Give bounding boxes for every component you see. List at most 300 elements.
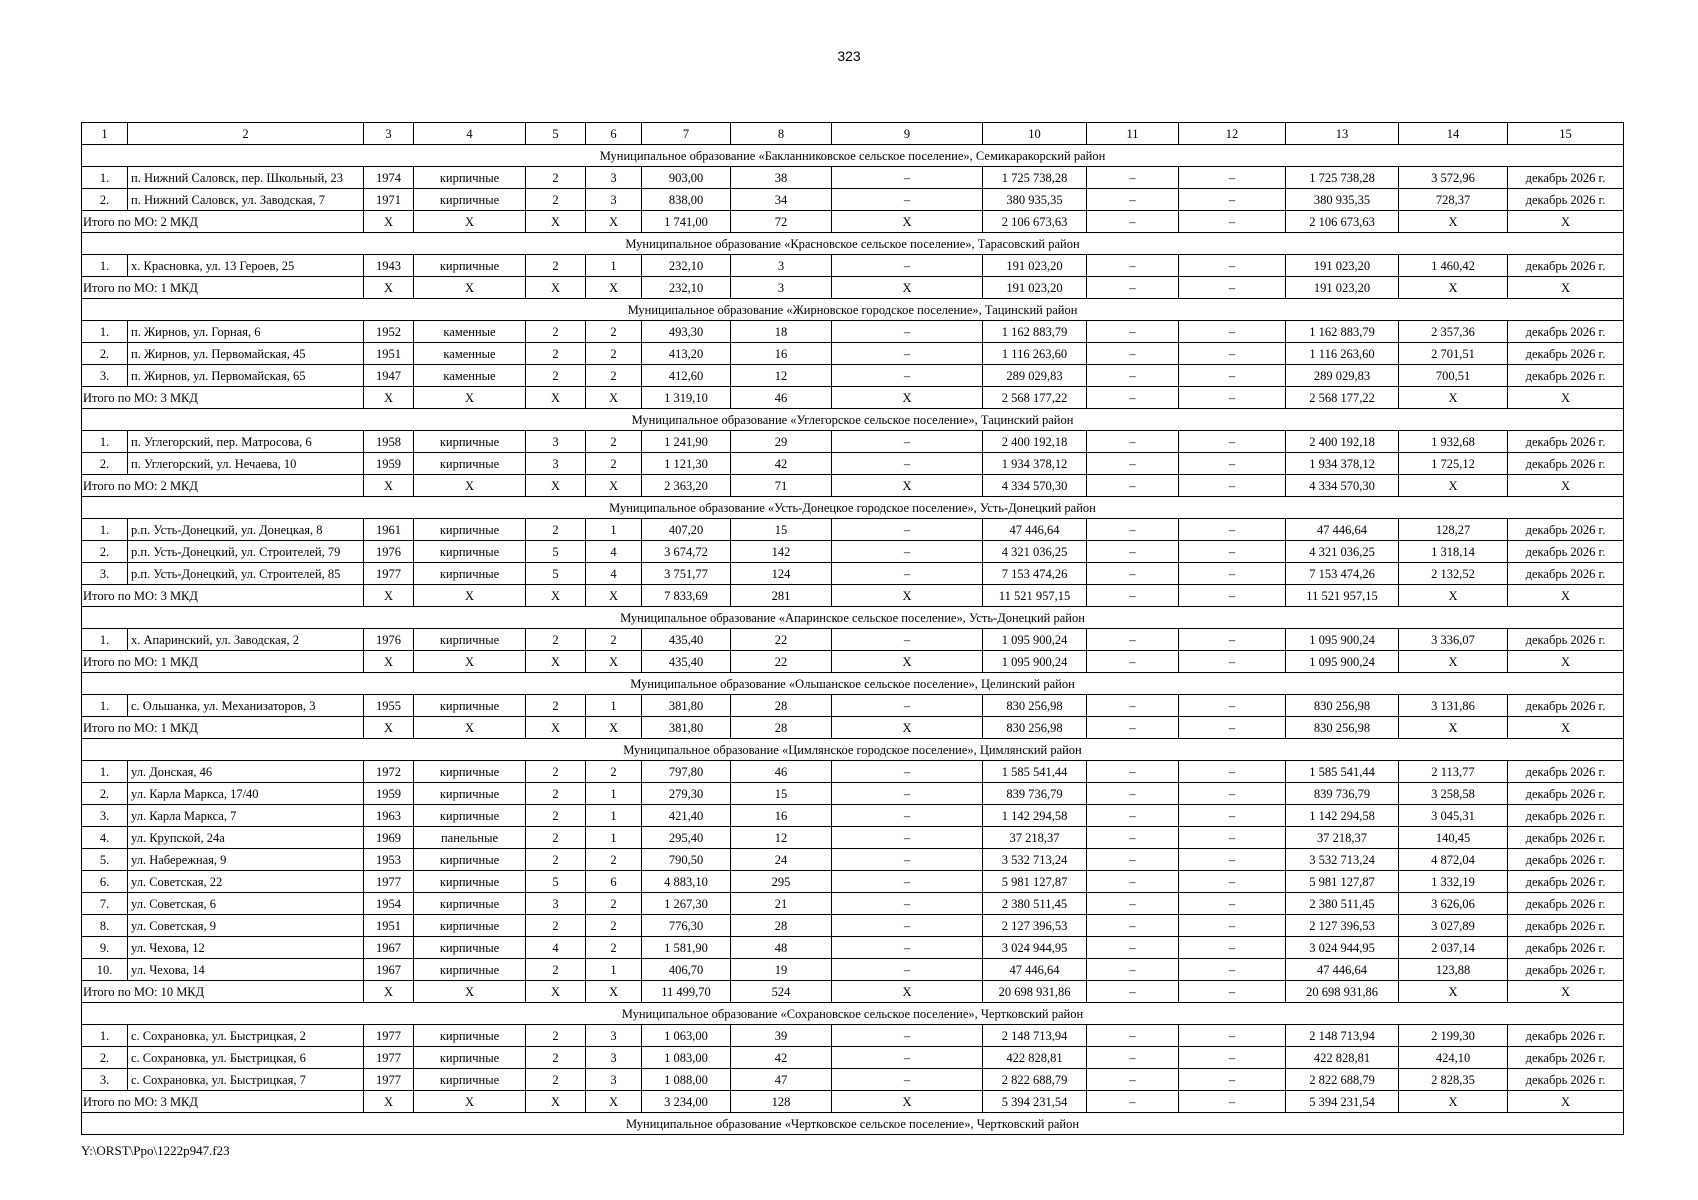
- data-cell: –: [1179, 937, 1286, 959]
- total-cell: X: [526, 211, 586, 233]
- data-cell: –: [1179, 761, 1286, 783]
- data-cell: кирпичные: [414, 1025, 526, 1047]
- total-cell: 3: [731, 277, 832, 299]
- data-cell: кирпичные: [414, 453, 526, 475]
- data-cell: 2 701,51: [1399, 343, 1508, 365]
- data-cell: 2 822 688,79: [1286, 1069, 1399, 1091]
- data-cell: 2: [526, 365, 586, 387]
- data-cell: 48: [731, 937, 832, 959]
- total-label: Итого по МО: 3 МКД: [82, 1091, 364, 1113]
- section-header-row: [82, 409, 1624, 431]
- data-cell: 191 023,20: [1286, 255, 1399, 277]
- data-cell: 3 131,86: [1399, 695, 1508, 717]
- data-cell: 1971: [364, 189, 414, 211]
- total-cell: –: [1087, 1091, 1179, 1113]
- data-cell: 1: [586, 805, 642, 827]
- data-cell: –: [1087, 541, 1179, 563]
- total-row: [82, 585, 1624, 607]
- address-cell: ул. Чехова, 14: [128, 959, 364, 981]
- data-cell: 2: [526, 1047, 586, 1069]
- data-cell: 47 446,64: [1286, 519, 1399, 541]
- data-cell: 124: [731, 563, 832, 585]
- data-cell: 5: [526, 541, 586, 563]
- data-cell: 2: [526, 343, 586, 365]
- total-cell: 830 256,98: [983, 717, 1087, 739]
- total-cell: 11 521 957,15: [1286, 585, 1399, 607]
- row-number-cell: 1.: [82, 321, 128, 343]
- data-cell: декабрь 2026 г.: [1508, 189, 1624, 211]
- total-row: [82, 717, 1624, 739]
- data-cell: декабрь 2026 г.: [1508, 453, 1624, 475]
- page-number: 323: [837, 48, 861, 64]
- data-cell: кирпичные: [414, 695, 526, 717]
- total-cell: –: [1179, 651, 1286, 673]
- data-cell: –: [1087, 365, 1179, 387]
- data-cell: 700,51: [1399, 365, 1508, 387]
- data-cell: 289 029,83: [983, 365, 1087, 387]
- total-cell: X: [414, 717, 526, 739]
- data-cell: –: [1179, 1047, 1286, 1069]
- data-cell: –: [1179, 519, 1286, 541]
- column-number-cell: 12: [1179, 123, 1286, 145]
- data-cell: 1958: [364, 431, 414, 453]
- total-cell: X: [832, 651, 983, 673]
- total-cell: X: [1399, 475, 1508, 497]
- total-cell: 1 095 900,24: [1286, 651, 1399, 673]
- data-cell: 1 142 294,58: [983, 805, 1087, 827]
- data-cell: 1974: [364, 167, 414, 189]
- data-cell: 1: [586, 959, 642, 981]
- data-cell: 3: [586, 1025, 642, 1047]
- data-cell: 5: [526, 563, 586, 585]
- total-cell: X: [832, 475, 983, 497]
- total-cell: 2 363,20: [642, 475, 731, 497]
- data-cell: 3: [526, 893, 586, 915]
- data-cell: 2 132,52: [1399, 563, 1508, 585]
- column-number-cell: 7: [642, 123, 731, 145]
- data-cell: декабрь 2026 г.: [1508, 695, 1624, 717]
- data-cell: 3 024 944,95: [983, 937, 1087, 959]
- table-row: [82, 519, 1624, 541]
- data-cell: 1 121,30: [642, 453, 731, 475]
- data-cell: кирпичные: [414, 431, 526, 453]
- data-cell: –: [1087, 695, 1179, 717]
- data-cell: –: [1087, 343, 1179, 365]
- data-cell: –: [832, 849, 983, 871]
- data-cell: кирпичные: [414, 915, 526, 937]
- table-row: [82, 805, 1624, 827]
- total-row: [82, 651, 1624, 673]
- data-cell: 422 828,81: [983, 1047, 1087, 1069]
- municipality-title: Муниципальное образование «Углегорское сельское поселение», Тацинский район: [82, 409, 1624, 431]
- data-cell: 839 736,79: [983, 783, 1087, 805]
- data-cell: 1961: [364, 519, 414, 541]
- total-cell: 2 568 177,22: [983, 387, 1087, 409]
- table-row: [82, 431, 1624, 453]
- total-label: Итого по МО: 1 МКД: [82, 717, 364, 739]
- data-cell: 1977: [364, 563, 414, 585]
- total-cell: 435,40: [642, 651, 731, 673]
- data-cell: 1947: [364, 365, 414, 387]
- data-cell: 2: [526, 321, 586, 343]
- data-cell: 407,20: [642, 519, 731, 541]
- total-cell: 524: [731, 981, 832, 1003]
- data-cell: 34: [731, 189, 832, 211]
- total-cell: 830 256,98: [1286, 717, 1399, 739]
- table-row: [82, 321, 1624, 343]
- data-cell: 1977: [364, 871, 414, 893]
- data-cell: 2: [586, 365, 642, 387]
- column-number-cell: 13: [1286, 123, 1399, 145]
- data-cell: 2: [526, 1069, 586, 1091]
- data-cell: –: [832, 365, 983, 387]
- data-cell: декабрь 2026 г.: [1508, 629, 1624, 651]
- column-number-cell: 11: [1087, 123, 1179, 145]
- table-row: [82, 541, 1624, 563]
- row-number-cell: 1.: [82, 255, 128, 277]
- data-cell: 1952: [364, 321, 414, 343]
- total-cell: X: [364, 585, 414, 607]
- data-cell: 2 148 713,94: [1286, 1025, 1399, 1047]
- data-cell: 435,40: [642, 629, 731, 651]
- total-cell: 11 521 957,15: [983, 585, 1087, 607]
- data-cell: 3: [526, 453, 586, 475]
- data-cell: –: [832, 321, 983, 343]
- data-cell: –: [1179, 915, 1286, 937]
- data-cell: –: [832, 871, 983, 893]
- total-cell: –: [1087, 651, 1179, 673]
- row-number-cell: 5.: [82, 849, 128, 871]
- data-cell: 1 725,12: [1399, 453, 1508, 475]
- data-cell: 2 127 396,53: [983, 915, 1087, 937]
- data-cell: 2: [526, 167, 586, 189]
- data-cell: каменные: [414, 365, 526, 387]
- data-cell: 2: [586, 453, 642, 475]
- total-cell: X: [364, 475, 414, 497]
- data-cell: декабрь 2026 г.: [1508, 937, 1624, 959]
- row-number-cell: 10.: [82, 959, 128, 981]
- address-cell: п. Жирнов, ул. Горная, 6: [128, 321, 364, 343]
- data-cell: 42: [731, 1047, 832, 1069]
- table-row: [82, 871, 1624, 893]
- total-cell: X: [1508, 981, 1624, 1003]
- data-cell: 3 626,06: [1399, 893, 1508, 915]
- total-cell: –: [1179, 1091, 1286, 1113]
- data-cell: –: [1179, 629, 1286, 651]
- data-cell: декабрь 2026 г.: [1508, 167, 1624, 189]
- data-cell: –: [1179, 189, 1286, 211]
- total-cell: 2 106 673,63: [983, 211, 1087, 233]
- data-cell: 3: [586, 189, 642, 211]
- data-cell: 2: [586, 343, 642, 365]
- data-cell: 1 116 263,60: [1286, 343, 1399, 365]
- data-cell: 1 585 541,44: [983, 761, 1087, 783]
- total-cell: X: [586, 1091, 642, 1113]
- total-cell: X: [586, 651, 642, 673]
- data-cell: 1 142 294,58: [1286, 805, 1399, 827]
- data-cell: 2: [586, 937, 642, 959]
- data-cell: 839 736,79: [1286, 783, 1399, 805]
- table-row: [82, 1069, 1624, 1091]
- data-cell: –: [1087, 937, 1179, 959]
- data-cell: кирпичные: [414, 541, 526, 563]
- address-cell: х. Красновка, ул. 13 Героев, 25: [128, 255, 364, 277]
- total-cell: X: [414, 211, 526, 233]
- data-cell: 4: [586, 541, 642, 563]
- data-cell: 2: [526, 805, 586, 827]
- total-cell: 22: [731, 651, 832, 673]
- total-row: [82, 475, 1624, 497]
- data-cell: 2: [526, 519, 586, 541]
- total-cell: X: [526, 651, 586, 673]
- data-cell: 21: [731, 893, 832, 915]
- data-cell: 18: [731, 321, 832, 343]
- data-cell: кирпичные: [414, 783, 526, 805]
- data-cell: 1: [586, 783, 642, 805]
- data-cell: –: [1179, 827, 1286, 849]
- data-cell: декабрь 2026 г.: [1508, 783, 1624, 805]
- data-cell: 2: [526, 849, 586, 871]
- total-cell: 1 095 900,24: [983, 651, 1087, 673]
- data-cell: 1: [586, 695, 642, 717]
- data-cell: –: [1087, 1047, 1179, 1069]
- total-label: Итого по МО: 3 МКД: [82, 585, 364, 607]
- data-cell: 1: [586, 255, 642, 277]
- total-cell: X: [832, 981, 983, 1003]
- table-row: [82, 783, 1624, 805]
- data-cell: 2: [526, 695, 586, 717]
- total-cell: X: [1508, 1091, 1624, 1113]
- total-cell: –: [1087, 585, 1179, 607]
- data-cell: 1 267,30: [642, 893, 731, 915]
- data-cell: кирпичные: [414, 959, 526, 981]
- data-cell: 1969: [364, 827, 414, 849]
- total-cell: X: [1399, 387, 1508, 409]
- total-cell: X: [414, 585, 526, 607]
- data-cell: –: [1179, 695, 1286, 717]
- data-cell: –: [1087, 563, 1179, 585]
- total-cell: 71: [731, 475, 832, 497]
- data-cell: 29: [731, 431, 832, 453]
- data-cell: 7 153 474,26: [983, 563, 1087, 585]
- section-header-row: [82, 607, 1624, 629]
- data-cell: 1 581,90: [642, 937, 731, 959]
- data-cell: 2: [526, 783, 586, 805]
- total-cell: 46: [731, 387, 832, 409]
- table-row: [82, 761, 1624, 783]
- total-row: [82, 277, 1624, 299]
- data-cell: –: [1179, 783, 1286, 805]
- data-cell: 1 088,00: [642, 1069, 731, 1091]
- total-cell: 20 698 931,86: [983, 981, 1087, 1003]
- total-cell: 232,10: [642, 277, 731, 299]
- data-cell: 1976: [364, 629, 414, 651]
- total-cell: 2 568 177,22: [1286, 387, 1399, 409]
- data-cell: 295,40: [642, 827, 731, 849]
- data-cell: 128,27: [1399, 519, 1508, 541]
- data-cell: 2 400 192,18: [1286, 431, 1399, 453]
- data-cell: –: [832, 189, 983, 211]
- data-cell: 1954: [364, 893, 414, 915]
- data-cell: 4 321 036,25: [1286, 541, 1399, 563]
- data-cell: 1967: [364, 959, 414, 981]
- data-cell: 39: [731, 1025, 832, 1047]
- data-cell: 3 751,77: [642, 563, 731, 585]
- data-cell: –: [1179, 849, 1286, 871]
- data-cell: 1 934 378,12: [983, 453, 1087, 475]
- section-header-row: [82, 233, 1624, 255]
- data-cell: –: [1087, 629, 1179, 651]
- row-number-cell: 3.: [82, 805, 128, 827]
- data-cell: 12: [731, 827, 832, 849]
- data-cell: –: [832, 541, 983, 563]
- total-cell: X: [832, 387, 983, 409]
- data-cell: –: [1087, 827, 1179, 849]
- data-cell: декабрь 2026 г.: [1508, 761, 1624, 783]
- table-row: [82, 1047, 1624, 1069]
- address-cell: ул. Донская, 46: [128, 761, 364, 783]
- municipality-title: Муниципальное образование «Апаринское сельское поселение», Усть-Донецкий район: [82, 607, 1624, 629]
- data-cell: кирпичные: [414, 849, 526, 871]
- table-row: [82, 959, 1624, 981]
- data-cell: кирпичные: [414, 167, 526, 189]
- data-cell: –: [832, 519, 983, 541]
- data-cell: 2 380 511,45: [983, 893, 1087, 915]
- data-cell: каменные: [414, 343, 526, 365]
- data-cell: 42: [731, 453, 832, 475]
- data-cell: 1 095 900,24: [1286, 629, 1399, 651]
- total-cell: –: [1087, 475, 1179, 497]
- address-cell: ул. Набережная, 9: [128, 849, 364, 871]
- data-cell: декабрь 2026 г.: [1508, 343, 1624, 365]
- data-cell: 412,60: [642, 365, 731, 387]
- total-cell: –: [1179, 211, 1286, 233]
- total-cell: X: [526, 585, 586, 607]
- total-cell: X: [1399, 211, 1508, 233]
- data-cell: декабрь 2026 г.: [1508, 1025, 1624, 1047]
- data-cell: 1951: [364, 915, 414, 937]
- data-cell: 776,30: [642, 915, 731, 937]
- data-cell: –: [1087, 519, 1179, 541]
- data-cell: 37 218,37: [1286, 827, 1399, 849]
- data-cell: 838,00: [642, 189, 731, 211]
- address-cell: ул. Крупской, 24а: [128, 827, 364, 849]
- data-cell: –: [1087, 453, 1179, 475]
- total-cell: 1 319,10: [642, 387, 731, 409]
- table-row: [82, 937, 1624, 959]
- total-cell: X: [1399, 651, 1508, 673]
- data-cell: 493,30: [642, 321, 731, 343]
- data-cell: 1 318,14: [1399, 541, 1508, 563]
- column-number-cell: 4: [414, 123, 526, 145]
- column-number-cell: 5: [526, 123, 586, 145]
- data-cell: 2: [526, 629, 586, 651]
- total-cell: X: [526, 717, 586, 739]
- data-cell: 2: [586, 431, 642, 453]
- total-cell: 11 499,70: [642, 981, 731, 1003]
- data-cell: 295: [731, 871, 832, 893]
- data-cell: 1 063,00: [642, 1025, 731, 1047]
- data-cell: 1 083,00: [642, 1047, 731, 1069]
- total-cell: X: [364, 387, 414, 409]
- data-cell: 38: [731, 167, 832, 189]
- municipality-title: Муниципальное образование «Усть-Донецкое городское поселение», Усть-Донецкий район: [82, 497, 1624, 519]
- data-cell: –: [832, 167, 983, 189]
- total-cell: X: [1508, 585, 1624, 607]
- data-cell: 1 241,90: [642, 431, 731, 453]
- total-cell: –: [1179, 475, 1286, 497]
- data-cell: 191 023,20: [983, 255, 1087, 277]
- total-cell: X: [1508, 651, 1624, 673]
- address-cell: р.п. Усть-Донецкий, ул. Строителей, 85: [128, 563, 364, 585]
- total-cell: X: [586, 717, 642, 739]
- data-cell: кирпичные: [414, 1069, 526, 1091]
- table-row: [82, 629, 1624, 651]
- data-cell: кирпичные: [414, 805, 526, 827]
- data-cell: –: [1087, 761, 1179, 783]
- data-cell: 1976: [364, 541, 414, 563]
- total-cell: X: [364, 717, 414, 739]
- table-row: [82, 849, 1624, 871]
- housing-repair-table: [81, 122, 1624, 1135]
- total-cell: –: [1179, 277, 1286, 299]
- data-cell: –: [1087, 167, 1179, 189]
- data-cell: –: [1179, 365, 1286, 387]
- data-cell: 1 934 378,12: [1286, 453, 1399, 475]
- data-cell: 5 981 127,87: [1286, 871, 1399, 893]
- total-cell: X: [364, 1091, 414, 1113]
- total-cell: X: [1508, 475, 1624, 497]
- data-cell: –: [1179, 805, 1286, 827]
- row-number-cell: 1.: [82, 1025, 128, 1047]
- data-cell: 1953: [364, 849, 414, 871]
- data-cell: 1977: [364, 1069, 414, 1091]
- data-cell: декабрь 2026 г.: [1508, 519, 1624, 541]
- data-cell: 46: [731, 761, 832, 783]
- section-header-row: [82, 497, 1624, 519]
- data-cell: 47 446,64: [983, 959, 1087, 981]
- address-cell: п. Нижний Саловск, ул. Заводская, 7: [128, 189, 364, 211]
- total-cell: X: [526, 387, 586, 409]
- total-cell: X: [526, 475, 586, 497]
- data-cell: кирпичные: [414, 893, 526, 915]
- data-cell: 24: [731, 849, 832, 871]
- data-cell: –: [1087, 805, 1179, 827]
- total-label: Итого по МО: 3 МКД: [82, 387, 364, 409]
- data-cell: 1 332,19: [1399, 871, 1508, 893]
- total-cell: –: [1087, 211, 1179, 233]
- data-cell: 2 400 192,18: [983, 431, 1087, 453]
- data-cell: 380 935,35: [1286, 189, 1399, 211]
- address-cell: с. Ольшанка, ул. Механизаторов, 3: [128, 695, 364, 717]
- data-cell: –: [1087, 849, 1179, 871]
- data-cell: 2: [526, 915, 586, 937]
- data-cell: кирпичные: [414, 519, 526, 541]
- row-number-cell: 9.: [82, 937, 128, 959]
- total-cell: X: [586, 475, 642, 497]
- section-header-row: [82, 1003, 1624, 1025]
- data-cell: декабрь 2026 г.: [1508, 563, 1624, 585]
- table-row: [82, 893, 1624, 915]
- data-cell: 4 883,10: [642, 871, 731, 893]
- data-cell: 3: [586, 1047, 642, 1069]
- data-cell: 28: [731, 695, 832, 717]
- data-cell: –: [1179, 893, 1286, 915]
- total-row: [82, 387, 1624, 409]
- data-cell: –: [832, 827, 983, 849]
- table-row: [82, 827, 1624, 849]
- data-cell: 140,45: [1399, 827, 1508, 849]
